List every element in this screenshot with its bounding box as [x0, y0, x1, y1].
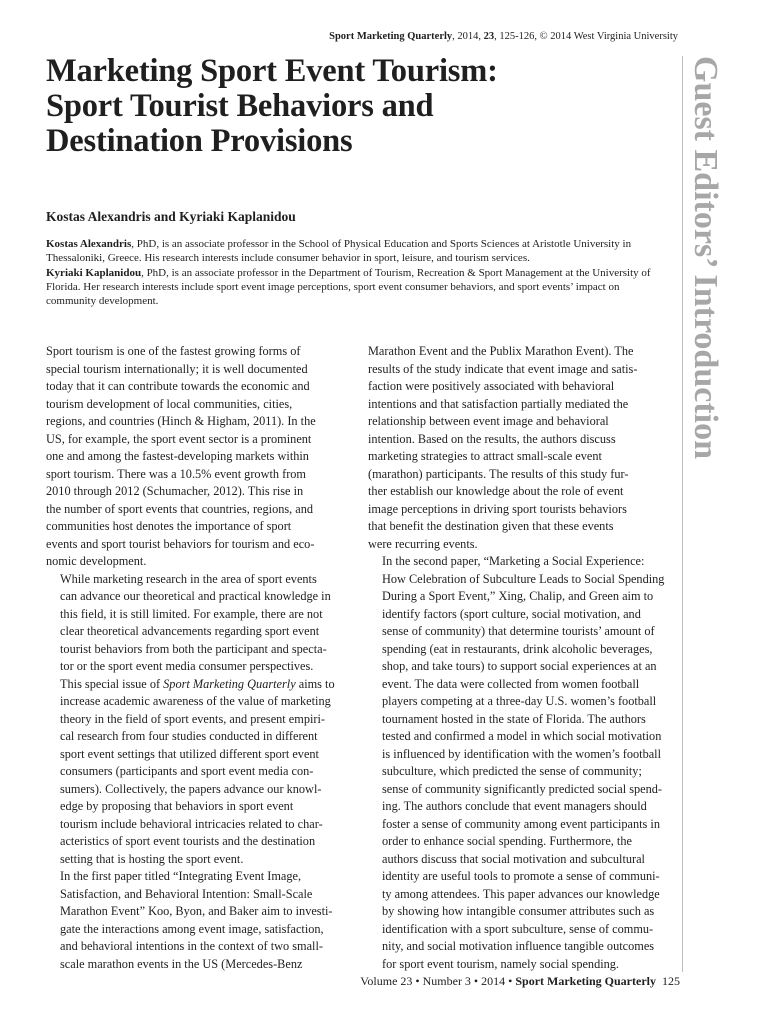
text-line: While marketing research in the area of sport events [60, 571, 317, 586]
text-line: 2010 through 2012 (Schumacher, 2012). This rise in [46, 484, 304, 498]
text-line: ther establish our knowledge about the role of event [368, 484, 624, 498]
author-names: Kostas Alexandris and Kyriaki Kaplanidou [46, 209, 296, 224]
text-line: nomic development. [46, 554, 147, 568]
article-title [46, 54, 606, 159]
text-line: sumers). Collectively, the papers advance our knowl- [60, 781, 322, 796]
text-line: setting that is hosting the sport event. [60, 851, 244, 866]
text-line: were recurring events. [368, 536, 478, 551]
title-line: Destination Provisions [46, 123, 353, 159]
header-journal: Sport Marketing Quarterly [329, 31, 453, 42]
paragraph [46, 868, 351, 973]
text-line: image perceptions in driving sport tourists behaviors [368, 501, 627, 516]
paragraph [368, 343, 673, 553]
text-line: by showing how intangible consumer attributes such as [382, 904, 655, 918]
journal-italic: Sport Marketing Quarterly [163, 676, 296, 691]
text-line: How Celebration of Subculture Leads to Social Spending [382, 571, 665, 586]
text-line: identity are useful tools to promote a sense of communi- [382, 869, 660, 883]
text-line: gate the interactions among event image, satisfaction, [60, 921, 324, 936]
text-line: nity, and social motivation influence tangible outcomes [382, 939, 655, 953]
text-line: marketing strategies to attract small-scale event [368, 449, 602, 463]
text-line: special tourism internationally; it is well documented [46, 361, 308, 376]
page-number: 125 [662, 974, 680, 988]
bio-text: , PhD, is an associate professor in the Department of Tourism, Recreation & Sport Management at the University of Florida. Her research interests include sport event image perceptions, sport event consumer behaviors, and sport events’ impact on community development. [46, 266, 651, 308]
text-line: results of the study indicate that event image and satis- [368, 361, 638, 376]
text-line: for sport event tourism, namely social spending. [382, 956, 620, 971]
text-line: this field, it is still limited. For example, there are not [60, 606, 323, 621]
text-line: clear theoretical advancements regarding sport event [60, 624, 320, 638]
text-line: tor or the sport event media consumer perspectives. [60, 659, 314, 673]
text-line: intention. Based on the results, the authors discuss [368, 431, 616, 446]
text-line: In the first paper titled “Integrating Event Image, [60, 869, 302, 883]
text-line: identification with a sport subculture, sense of commu- [382, 921, 654, 936]
text-line: players competing at a three-day U.S. women’s football [382, 694, 657, 708]
text-line: theory in the field of sport events, and present empiri- [60, 711, 325, 726]
paragraph [46, 343, 351, 571]
text-line: During a Sport Event,” Xing, Chalip, and Green aim to [382, 589, 654, 603]
text-line: sense of community significantly predicted social spend- [382, 781, 663, 796]
header-volume: 23 [483, 31, 495, 42]
text-fragment: aims to [295, 676, 335, 691]
text-line: regions, and countries (Hinch & Higham, 2011). In the [46, 414, 316, 428]
text-line: ing. The authors conclude that event managers should [382, 799, 647, 813]
text-line: the number of sport events that countries, regions, and [46, 501, 314, 516]
text-line: In the second paper, “Marketing a Social Experience: [382, 554, 645, 568]
text-line: tourist behaviors from both the participant and specta- [60, 641, 327, 656]
header-rest: , 125-126, © 2014 West Virginia University [494, 31, 678, 42]
text-line: tourism development of local communities, cities, [46, 396, 293, 411]
text-line: sense of community) that determine tourists’ amount of [382, 624, 655, 638]
side-banner [686, 56, 724, 596]
header-year: , 2014, [452, 31, 484, 42]
bio-text: , PhD, is an associate professor in the School of Physical Education and Sports Sciences at Aristotle University in Thessaloniki, Greece. His research interests include consumer behavior in sport, leisure, and tourism services. [46, 238, 632, 265]
text-line: communities host denotes the importance of sport [46, 519, 292, 533]
text-line: that benefit the destination given that these events [368, 519, 614, 533]
text-line: can advance our theoretical and practical knowledge in [60, 589, 331, 603]
side-banner-text: Guest Editors’ Introduction [687, 56, 724, 460]
text-line: Marathon Event and the Publix Marathon Event). The [368, 344, 634, 358]
text-line: ty among attendees. This paper advances our knowledge [382, 886, 660, 901]
bio-paragraph [46, 237, 666, 266]
text-line: shop, and take tours) to support social experiences at an [382, 659, 657, 673]
body-column-right [368, 343, 673, 973]
text-line: events and sport tourist behaviors for tourism and eco- [46, 536, 315, 551]
bio-name: Kyriaki Kaplanidou [46, 266, 142, 279]
bio-paragraph [46, 266, 666, 309]
page-footer [360, 974, 680, 989]
text-line: scale marathon events in the US (Mercedes-Benz [60, 956, 303, 971]
text-line: tournament hosted in the state of Florida. The authors [382, 711, 646, 726]
text-line: Satisfaction, and Behavioral Intention: Small-Scale [60, 886, 313, 901]
text-line: foster a sense of community among event participants in [382, 816, 660, 831]
title-line: Sport Tourist Behaviors and [46, 88, 434, 124]
text-line: today that it can contribute towards the economic and [46, 379, 310, 393]
text-line: event. The data were collected from women football [382, 676, 640, 691]
paragraph [46, 571, 351, 869]
text-line: authors discuss that social motivation and subcultural [382, 851, 645, 866]
text-line: Marathon Event” Koo, Byon, and Baker aim to investi- [60, 904, 333, 918]
text-line: relationship between event image and behavioral [368, 414, 609, 428]
text-line: US, for example, the sport event sector is a prominent [46, 431, 312, 446]
text-line: sport tourism. There was a 10.5% event growth from [46, 466, 306, 481]
text-line: tourism include behavioral intricacies related to char- [60, 816, 323, 831]
footer-journal: Sport Marketing Quarterly [515, 974, 656, 988]
text-line: and behavioral intentions in the context of two small- [60, 939, 323, 953]
text-line: identify factors (sport culture, social motivation, and [382, 606, 641, 621]
vertical-divider [682, 56, 683, 972]
title-line: Marketing Sport Event Tourism: [46, 53, 498, 89]
text-line: (marathon) participants. The results of this study fur- [368, 466, 629, 481]
bio-name: Kostas Alexandris [46, 238, 132, 250]
paragraph [368, 553, 673, 973]
text-line: edge by proposing that behaviors in sport event [60, 799, 294, 813]
text-line: Sport tourism is one of the fastest growing forms of [46, 344, 301, 358]
text-line: is influenced by identification with the women’s football [382, 746, 662, 761]
text-line: tested and confirmed a model in which social motivation [382, 729, 662, 743]
text-line: cal research from four studies conducted in different [60, 729, 318, 743]
text-line: subculture, which predicted the sense of community; [382, 764, 642, 778]
text-line: intentions and that satisfaction partially mediated the [368, 396, 629, 411]
text-line: order to enhance social spending. Furthermore, the [382, 834, 632, 848]
text-line: increase academic awareness of the value of marketing [60, 694, 331, 708]
running-header [329, 31, 678, 42]
footer-volume-info: Volume 23 • Number 3 • 2014 • [360, 974, 516, 988]
text-line: acteristics of sport event tourists and the destination [60, 834, 316, 848]
text-line: faction were positively associated with behavioral [368, 379, 615, 393]
text-line: sport event settings that utilized different sport event [60, 746, 319, 761]
body-column-left [46, 343, 351, 973]
text-line: consumers (participants and sport event media con- [60, 764, 314, 778]
text-line [46, 676, 351, 694]
text-fragment: This special issue of [60, 676, 164, 691]
text-line: spending (eat in restaurants, drink alcoholic beverages, [382, 641, 653, 656]
author-bios [46, 237, 666, 308]
text-line: one and among the fastest-developing markets within [46, 449, 309, 463]
